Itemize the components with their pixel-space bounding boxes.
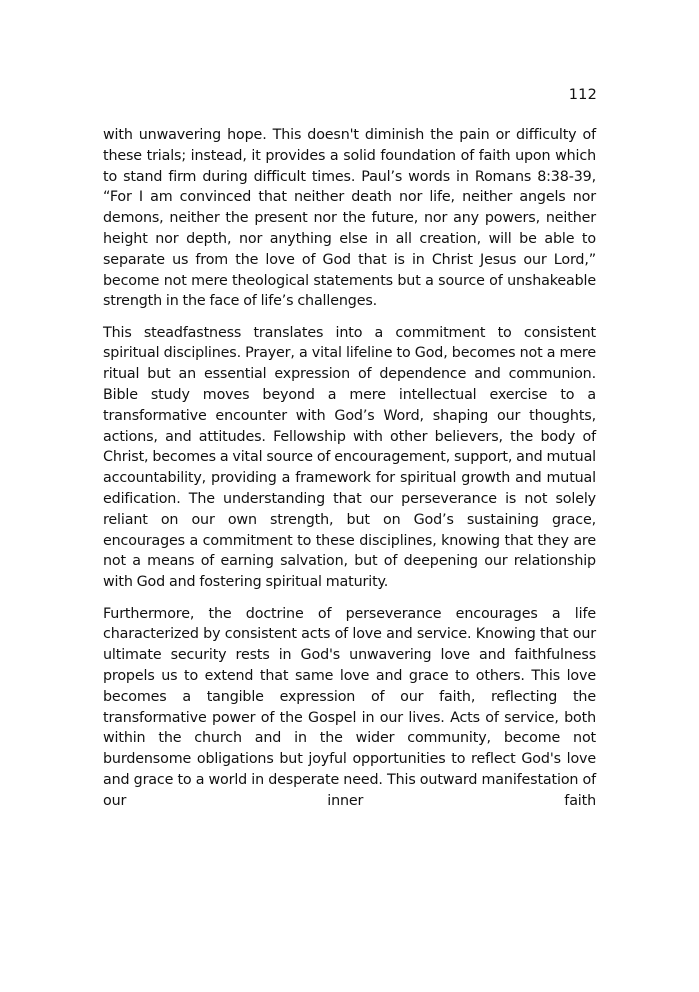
paragraph-3: Furthermore, the doctrine of perseverance encourages a life characterized by consistent acts of love and service. Knowing that our ultimate security rests in God's unwavering love and faithfulness propels us to extend that same love and grace to others. This love becomes a tangible expression of our faith, reflecting the transformative power of the Gospel in our lives. Acts of service, both within the church and in the wider community, become not burdensome obligations but joyful opportunities to reflect God's love and grace to a world in desperate need. This outward manifestation of our inner faith xyxy=(103,605,596,809)
paragraph-1: with unwavering hope. This doesn't diminish the pain or difficulty of these trials; instead, it provides a solid foundation of faith upon which to stand firm during difficult times. Paul’s words in Romans 8:38-39, “For I am convinced that neither death nor life, neither angels nor demons, neither the present nor the future, nor any powers, neither height nor depth, nor anything else in all creation, will be able to separate us from the love of God that is in Christ Jesus our Lord,” become not mere theological statements but a source of unshakeable strength in the face of life’s challenges. xyxy=(103,127,596,310)
body-text xyxy=(103,125,596,822)
page-number: 112 xyxy=(568,87,597,103)
paragraph-2: This steadfastness translates into a commitment to consistent spiritual disciplines. Prayer, a vital lifeline to God, becomes not a mere ritual but an essential expression of dependence and communion. Bible study moves beyond a mere intellectual exercise to a transformative encounter with God’s Word, shaping our thoughts, actions, and attitudes. Fellowship with other believers, the body of Christ, becomes a vital source of encouragement, support, and mutual accountability, providing a framework for spiritual growth and mutual edification. The understanding that our perseverance is not solely reliant on our own strength, but on God’s sustaining grace, encourages a commitment to these disciplines, knowing that they are not a means of earning salvation, but of deepening our relationship with God and fostering spiritual maturity. xyxy=(103,324,596,591)
